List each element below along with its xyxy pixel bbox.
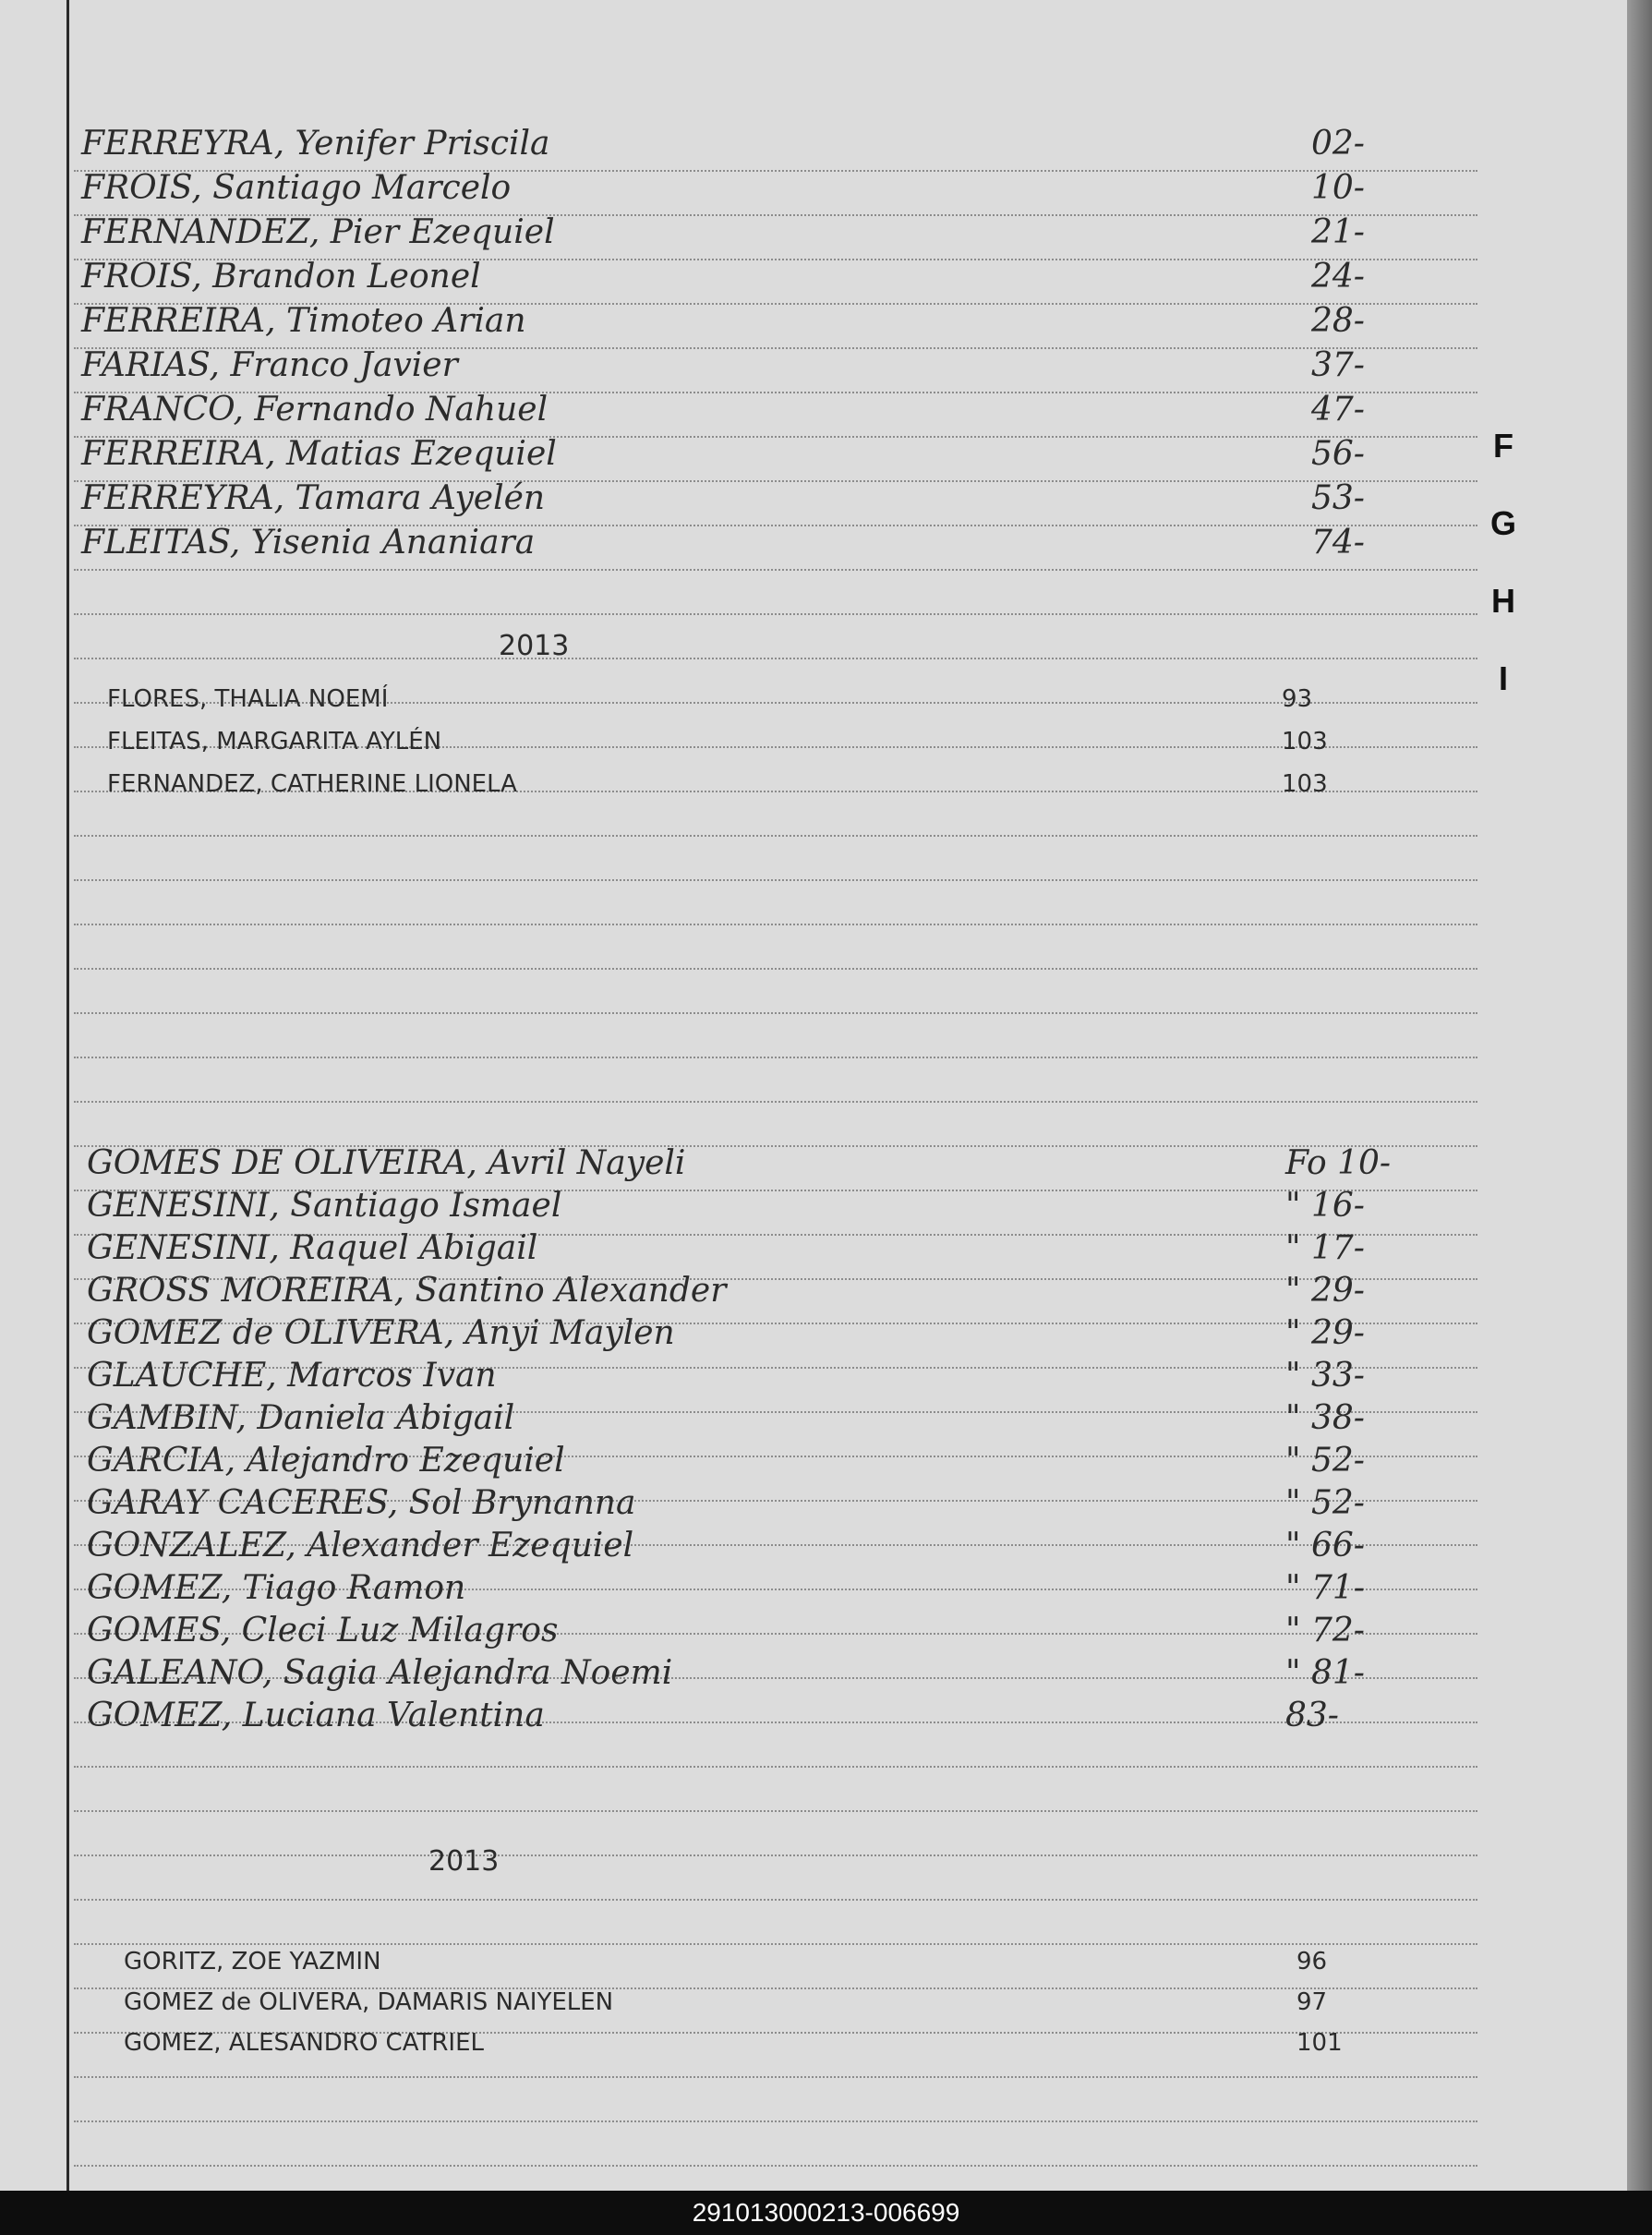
index-entry bbox=[87, 1694, 1453, 1738]
entry-folio: " 52- bbox=[1285, 1442, 1365, 1480]
entry-name: FERREYRA, Yenifer Priscila bbox=[81, 125, 550, 163]
entry-folio: " 29- bbox=[1285, 1272, 1365, 1310]
entry-folio: 37- bbox=[1311, 346, 1365, 384]
index-entry bbox=[87, 1609, 1453, 1653]
entry-folio: 101 bbox=[1296, 2029, 1343, 2057]
ruled-line bbox=[74, 1101, 1477, 1103]
entry-name: FLEITAS, MARGARITA AYLÉN bbox=[107, 728, 442, 755]
ruled-line bbox=[74, 968, 1477, 970]
ruled-line bbox=[74, 613, 1477, 615]
entry-name: GOMEZ de OLIVERA, Anyi Maylen bbox=[87, 1314, 675, 1352]
entry-name: GENESINI, Raquel Abigail bbox=[87, 1229, 538, 1267]
ruled-line bbox=[74, 2165, 1477, 2167]
margin-rule bbox=[66, 0, 69, 2191]
entry-folio: 47- bbox=[1311, 391, 1365, 429]
page-edge-shadow bbox=[1627, 0, 1652, 2191]
entry-folio: 103 bbox=[1282, 770, 1328, 798]
ruled-line bbox=[74, 1899, 1477, 1901]
ruled-line bbox=[74, 2120, 1477, 2122]
index-entry bbox=[81, 521, 1374, 565]
index-entry bbox=[107, 719, 1400, 764]
entry-name: GARCIA, Alejandro Ezequiel bbox=[87, 1442, 565, 1480]
entry-name: FROIS, Brandon Leonel bbox=[81, 258, 481, 296]
index-entry bbox=[124, 2021, 1417, 2065]
entry-folio: " 38- bbox=[1285, 1399, 1365, 1437]
index-entry bbox=[87, 1651, 1453, 1696]
entry-name: GOMEZ, Luciana Valentina bbox=[87, 1697, 545, 1734]
entry-name: FRANCO, Fernando Nahuel bbox=[81, 391, 549, 429]
entry-name: GOMEZ, ALESANDRO CATRIEL bbox=[124, 2029, 484, 2057]
entry-folio: 97 bbox=[1296, 1988, 1328, 2016]
index-entry bbox=[87, 1354, 1453, 1398]
ruled-line bbox=[74, 879, 1477, 881]
ruled-line bbox=[74, 1057, 1477, 1058]
entry-name: GALEANO, Sagia Alejandra Noemi bbox=[87, 1654, 673, 1692]
entry-folio: 24- bbox=[1311, 258, 1365, 296]
index-entry bbox=[87, 1142, 1453, 1186]
entry-folio: 74- bbox=[1311, 524, 1365, 562]
entry-folio: " 71- bbox=[1285, 1569, 1365, 1607]
index-letter-h: H bbox=[1491, 582, 1515, 620]
index-entry bbox=[81, 255, 1374, 299]
ruled-line bbox=[74, 569, 1477, 571]
entry-folio: " 29- bbox=[1285, 1314, 1365, 1352]
ruled-line bbox=[74, 1854, 1477, 1856]
index-letter-i: I bbox=[1498, 659, 1508, 697]
entry-folio: " 72- bbox=[1285, 1612, 1365, 1649]
index-entry bbox=[87, 1439, 1453, 1483]
entry-name: FERREIRA, Matias Ezequiel bbox=[81, 435, 557, 473]
index-entry bbox=[81, 211, 1374, 255]
index-entry bbox=[87, 1396, 1453, 1441]
ruled-line bbox=[74, 1810, 1477, 1812]
entry-name: FLORES, THALIA NOEMÍ bbox=[107, 685, 389, 713]
entry-name: GOMES DE OLIVEIRA, Avril Nayeli bbox=[87, 1144, 686, 1182]
entry-folio: " 33- bbox=[1285, 1357, 1365, 1395]
entry-folio: " 17- bbox=[1285, 1229, 1365, 1267]
entry-name: FERNANDEZ, CATHERINE LIONELA bbox=[107, 770, 517, 798]
index-entry bbox=[81, 122, 1374, 166]
index-entry bbox=[87, 1226, 1453, 1271]
entry-name: GOMES, Cleci Luz Milagros bbox=[87, 1612, 559, 1649]
entry-folio: " 16- bbox=[1285, 1187, 1365, 1225]
entry-folio: 83- bbox=[1285, 1697, 1339, 1734]
index-entry bbox=[87, 1524, 1453, 1568]
entry-folio: 02- bbox=[1311, 125, 1365, 163]
ruled-line bbox=[74, 1766, 1477, 1768]
index-entry bbox=[87, 1481, 1453, 1526]
entry-name: FROIS, Santiago Marcelo bbox=[81, 169, 512, 207]
index-entry bbox=[81, 432, 1374, 477]
entry-folio: Fo 10- bbox=[1285, 1144, 1392, 1182]
year-heading-g: 2013 bbox=[428, 1845, 500, 1878]
entry-name: GROSS MOREIRA, Santino Alexander bbox=[87, 1272, 727, 1310]
ruled-line bbox=[74, 1012, 1477, 1014]
index-entry bbox=[81, 388, 1374, 432]
index-entry bbox=[81, 299, 1374, 344]
entry-name: GORITZ, ZOE YAZMIN bbox=[124, 1948, 381, 1975]
ruled-line bbox=[74, 835, 1477, 837]
entry-name: FLEITAS, Yisenia Ananiara bbox=[81, 524, 536, 562]
index-entry bbox=[81, 166, 1374, 211]
entry-folio: 56- bbox=[1311, 435, 1365, 473]
entry-folio: 96 bbox=[1296, 1948, 1328, 1975]
index-entry bbox=[107, 677, 1400, 721]
entry-folio: 10- bbox=[1311, 169, 1365, 207]
entry-folio: 21- bbox=[1311, 213, 1365, 251]
entry-name: GONZALEZ, Alexander Ezequiel bbox=[87, 1527, 634, 1564]
index-entry bbox=[81, 344, 1374, 388]
document-footer bbox=[0, 2191, 1652, 2235]
document-code: 291013000213-006699 bbox=[692, 2198, 960, 2227]
entry-folio: 103 bbox=[1282, 728, 1328, 755]
year-heading-f: 2013 bbox=[499, 630, 570, 662]
entry-name: GARAY CACERES, Sol Brynanna bbox=[87, 1484, 636, 1522]
entry-folio: " 52- bbox=[1285, 1484, 1365, 1522]
entry-name: GENESINI, Santiago Ismael bbox=[87, 1187, 562, 1225]
index-entry bbox=[87, 1311, 1453, 1356]
entry-name: GOMEZ, Tiago Ramon bbox=[87, 1569, 466, 1607]
entry-name: FERREIRA, Timoteo Arian bbox=[81, 302, 526, 340]
ruled-line bbox=[74, 2076, 1477, 2078]
entry-name: GOMEZ de OLIVERA, DAMARIS NAIYELEN bbox=[124, 1988, 614, 2016]
index-letter-f: F bbox=[1493, 427, 1513, 465]
index-entry bbox=[81, 477, 1374, 521]
index-entry bbox=[87, 1566, 1453, 1611]
entry-folio: 28- bbox=[1311, 302, 1365, 340]
entry-name: GAMBIN, Daniela Abigail bbox=[87, 1399, 515, 1437]
index-entry bbox=[87, 1269, 1453, 1313]
entry-folio: 53- bbox=[1311, 479, 1365, 517]
entry-name: FARIAS, Franco Javier bbox=[81, 346, 458, 384]
entry-name: GLAUCHE, Marcos Ivan bbox=[87, 1357, 497, 1395]
entry-name: FERREYRA, Tamara Ayelén bbox=[81, 479, 546, 517]
index-entry bbox=[87, 1184, 1453, 1228]
ruled-line bbox=[74, 924, 1477, 925]
index-entry bbox=[107, 762, 1400, 806]
entry-folio: " 81- bbox=[1285, 1654, 1365, 1692]
index-entry bbox=[124, 1939, 1417, 1984]
entry-name: FERNANDEZ, Pier Ezequiel bbox=[81, 213, 555, 251]
entry-folio: " 66- bbox=[1285, 1527, 1365, 1564]
index-letter-g: G bbox=[1489, 504, 1516, 542]
entry-folio: 93 bbox=[1282, 685, 1313, 713]
index-entry bbox=[124, 1980, 1417, 2024]
ruled-line bbox=[74, 658, 1477, 659]
